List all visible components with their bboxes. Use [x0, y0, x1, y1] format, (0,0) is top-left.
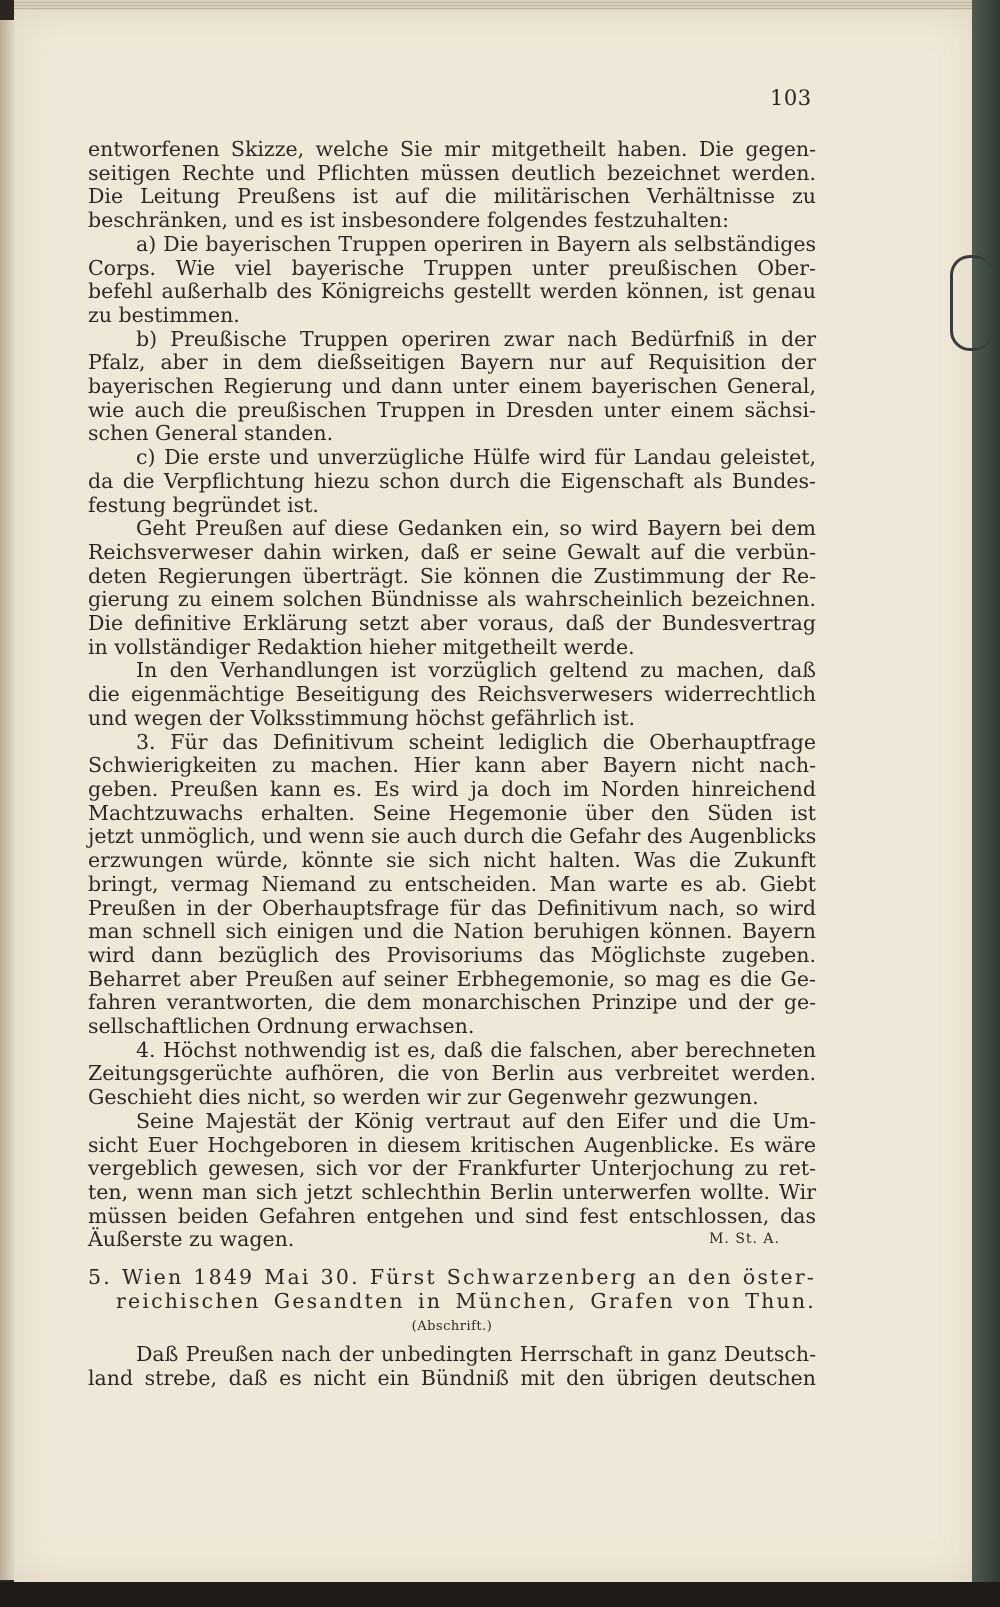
text-line: bringt, vermag Niemand zu entscheiden. Man warte es ab. Giebt — [88, 871, 816, 896]
text-line: Corps. Wie viel bayerische Truppen unter preußischen Ober- — [88, 255, 816, 280]
text-line: Pfalz, aber in dem dießseitigen Bayern nur auf Requisition der — [88, 350, 816, 375]
text-line: 3. Für das Definitivum scheint lediglich die Oberhauptfrage — [136, 729, 816, 754]
text-line: c) Die erste und unverzügliche Hülfe wird für Landau geleistet, — [136, 445, 816, 470]
page-clip — [950, 255, 993, 351]
text-line: entworfenen Skizze, welche Sie mir mitgetheilt haben. Die gegen- — [88, 137, 816, 161]
text-line: wie auch die preußischen Truppen in Dresden unter einem sächsi- — [88, 397, 816, 422]
page-number: 103 — [770, 86, 812, 110]
text-line: Schwierigkeiten zu machen. Hier kann aber Bayern nicht nach- — [88, 753, 816, 778]
copy-note: (Abschrift.) — [411, 1319, 493, 1335]
text-line: vergeblich gewesen, sich vor der Frankfurter Unterjochung zu ret- — [88, 1156, 816, 1181]
paragraph — [88, 659, 816, 730]
paragraph — [88, 138, 816, 233]
text-line: Beharret aber Preußen auf seiner Erbhegemonie, so mag es die Ge- — [88, 966, 816, 991]
scan-background — [0, 1582, 1000, 1607]
text-line: seitigen Rechte und Pflichten müssen deutlich bezeichnet werden. — [88, 160, 816, 185]
paragraph — [88, 517, 816, 659]
body-text — [88, 138, 816, 1391]
text-line: und wegen der Volksstimmung höchst gefährlich ist. — [88, 705, 635, 730]
text-line: gierung zu einem solchen Bündnisse als wahrscheinlich bezeichnen. — [88, 587, 816, 612]
text-line: ten, wenn man sich jetzt schlechthin Berlin unterwerfen wollte. Wir — [88, 1179, 816, 1204]
text-line: man schnell sich einigen und die Nation beruhigen können. Bayern — [88, 919, 816, 944]
text-line: Preußen in der Oberhauptsfrage für das Definitivum nach, so wird — [88, 895, 816, 920]
text-line: Seine Majestät der König vertraut auf den Eifer und die Um- — [136, 1108, 816, 1133]
text-line: a) Die bayerischen Truppen operiren in Bayern als selbständiges — [136, 231, 816, 256]
text-line: Machtzuwachs erhalten. Seine Hegemonie über den Süden ist — [88, 800, 816, 825]
book-cover-edge — [972, 0, 1000, 1607]
text-line: jetzt unmöglich, und wenn sie auch durch die Gefahr des Augenblicks — [88, 824, 817, 849]
source-reference: M. St. A. — [709, 1231, 780, 1248]
text-line: erzwungen würde, könnte sie sich nicht halten. Was die Zukunft — [88, 848, 816, 873]
text-line: Reichsverweser dahin wirken, daß er seine Gewalt auf die verbün- — [88, 539, 816, 564]
text-line: festung begründet ist. — [88, 492, 319, 517]
paragraph — [88, 1110, 816, 1252]
text-line: Zeitungsgerüchte aufhören, die von Berlin aus verbreitet werden. — [88, 1061, 816, 1086]
paragraph — [88, 1343, 816, 1390]
paragraph — [88, 328, 816, 447]
paragraph — [88, 1039, 816, 1110]
text-line: zu bestimmen. — [88, 302, 240, 327]
paragraph — [88, 731, 816, 1039]
text-line: Geschieht dies nicht, so werden wir zur Gegenwehr gezwungen. — [88, 1085, 759, 1110]
text-line: In den Verhandlungen ist vorzüglich geltend zu machen, daß — [136, 658, 816, 683]
text-line: Die Leitung Preußens ist auf die militärischen Verhältnisse zu — [88, 184, 816, 209]
text-line: geben. Preußen kann es. Es wird ja doch im Norden hinreichend — [88, 776, 816, 801]
text-line: land strebe, daß es nicht ein Bündniß mit den übrigen deutschen — [88, 1365, 816, 1390]
text-line: befehl außerhalb des Königreichs gestellt werden können, ist genau — [88, 279, 816, 304]
text-line: schen General standen. — [88, 421, 334, 446]
text-line: da die Verpflichtung hiezu schon durch die Eigenschaft als Bundes- — [88, 468, 816, 493]
text-line: in vollständiger Redaktion hieher mitgetheilt werde. — [88, 634, 635, 659]
text-line: bayerischen Regierung und dann unter einem bayerischen General, — [88, 374, 816, 399]
paragraph — [88, 233, 816, 328]
text-line: Geht Preußen auf diese Gedanken ein, so wird Bayern bei dem — [136, 516, 816, 541]
heading-line: 5. Wien 1849 Mai 30. Fürst Schwarzenberg an den öster- — [88, 1265, 816, 1290]
text-line: fahren verantworten, die dem monarchischen Prinzipe und der ge- — [88, 990, 816, 1015]
document-heading — [88, 1266, 816, 1313]
text-line: deten Regierungen überträgt. Sie können die Zustimmung der Re- — [88, 563, 816, 588]
paragraph — [88, 446, 816, 517]
text-line: beschränken, und es ist insbesondere folgendes festzuhalten: — [88, 208, 729, 233]
text-line: Die definitive Erklärung setzt aber voraus, daß der Bundesvertrag — [88, 611, 816, 636]
text-line: wird dann bezüglich des Provisoriums das Möglichste zugeben. — [88, 942, 816, 967]
text-line: sellschaftlichen Ordnung erwachsen. — [88, 1014, 475, 1039]
text-line: die eigenmächtige Beseitigung des Reichsverwesers widerrechtlich — [88, 682, 816, 707]
text-line — [88, 1228, 816, 1252]
heading-line: reichischen Gesandten in München, Grafen von Thun. — [116, 1288, 816, 1313]
text-line: b) Preußische Truppen operiren zwar nach Bedürfniß in der — [136, 326, 816, 351]
text-line: müssen beiden Gefahren entgehen und sind fest entschlossen, das — [88, 1203, 816, 1228]
text-line: Daß Preußen nach der unbedingten Herrschaft in ganz Deutsch- — [136, 1342, 816, 1367]
text-line: sicht Euer Hochgeboren in diesem kritischen Augenblicke. Es wäre — [88, 1132, 816, 1157]
text-line: 4. Höchst nothwendig ist es, daß die falschen, aber berechneten — [136, 1037, 816, 1062]
closing-text: Äußerste zu wagen. — [88, 1227, 295, 1252]
